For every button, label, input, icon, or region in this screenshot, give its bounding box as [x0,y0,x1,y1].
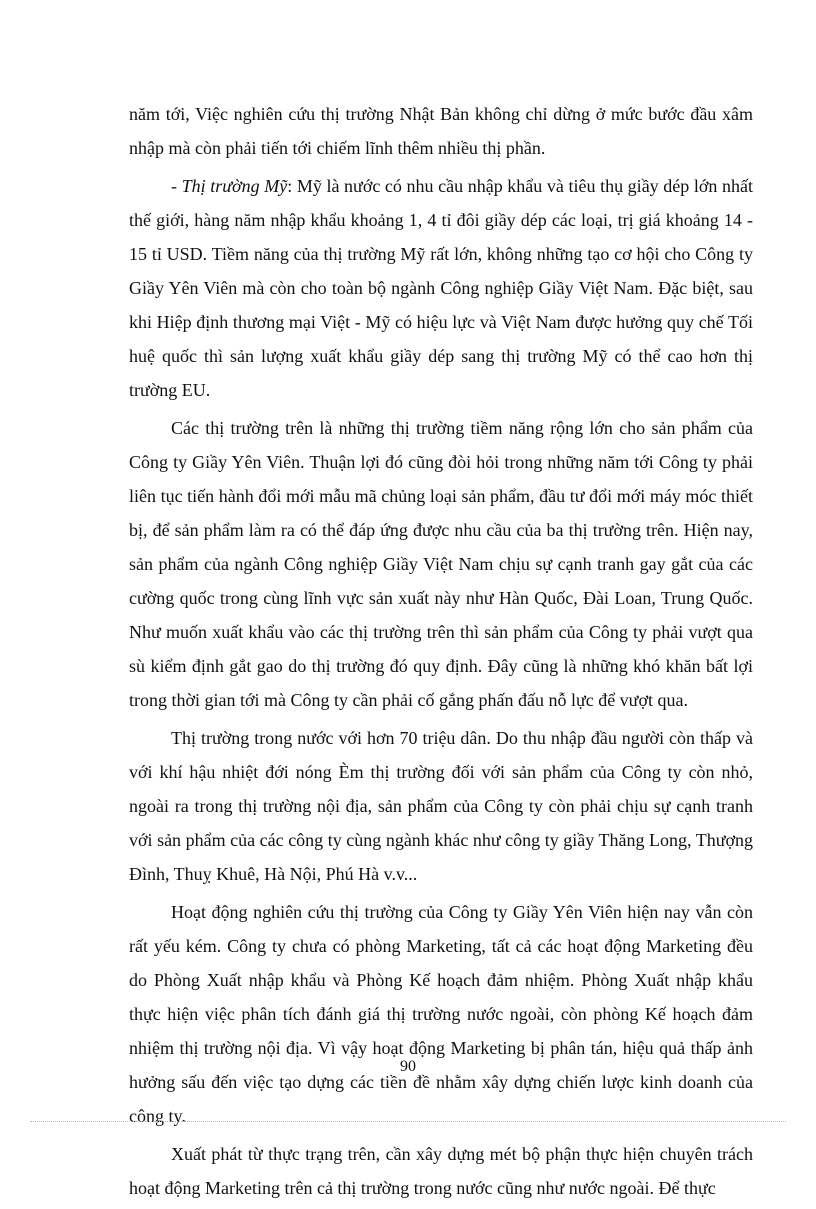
paragraph-1: năm tới, Việc nghiên cứu thị trường Nhật Bản không chỉ dừng ở mức bước đầu xâm nhập mà còn phải tiến tới chiếm lĩnh thêm nhiều thị phần. [129,104,753,158]
us-market-heading: Thị trường Mỹ [181,176,288,196]
page-number: 90 [400,1058,416,1075]
paragraph-6: Xuất phát từ thực trạng trên, cần xây dựng mét bộ phận thực hiện chuyên trách hoạt động Marketing trên cả thị trường trong nước cũng như nước ngoài. Để thực [129,1144,753,1198]
paragraph-us-market: - Thị trường Mỹ: Mỹ là nước có nhu cầu nhập khẩu và tiêu thụ giầy dép lớn nhất thế giới, hàng năm nhập khẩu khoảng 1, 4 tỉ đôi giầy dép các loại, trị giá khoảng 14 - 15 tỉ USD. Tiềm năng của thị trường Mỹ rất lớn, không những tạo cơ hội cho Công ty Giầy Yên Viên mà còn cho toàn bộ ngành Công nghiệp Giầy Việt Nam. Đặc biệt, sau khi Hiệp định thương mại Việt - Mỹ có hiệu lực và Việt Nam được hưởng quy chế Tối huệ quốc thì sản lượng xuất khẩu giầy dép sang thị trường Mỹ có thể cao hơn thị trường EU. [129,176,753,400]
paragraph-4: Thị trường trong nước với hơn 70 triệu dân. Do thu nhập đầu người còn thấp và với khí hậu nhiệt đới nóng Èm thị trường đối với sản phẩm của Công ty còn nhỏ, ngoài ra trong thị trường nội địa, sản phẩm của Công ty còn phải chịu sự cạnh tranh với sản phẩm của các công ty cùng ngành khác như công ty giầy Thăng Long, Thượng Đình, Thuỵ Khuê, Hà Nội, Phú Hà v.v... [129,728,753,884]
page-bottom-divider [30,1121,786,1122]
paragraph-5: Hoạt động nghiên cứu thị trường của Công ty Giầy Yên Viên hiện nay vẫn còn rất yếu kém. Công ty chưa có phòng Marketing, tất cả các hoạt động Marketing đều do Phòng Xuất nhập khẩu và Phòng Kế hoạch đảm nhiệm. Phòng Xuất nhập khẩu thực hiện việc phân tích đánh giá thị trường nước ngoài, còn phòng Kế hoạch đảm nhiệm thị trường nội địa. Vì vậy hoạt động Marketing bị phân tán, hiệu quả thấp ảnh hưởng sấu đến việc tạo dựng các tiền đề nhằm xây dựng chiến lược kinh doanh của công ty. [129,902,753,1126]
body-text [129,97,753,1209]
paragraph-3: Các thị trường trên là những thị trường tiềm năng rộng lớn cho sản phẩm của Công ty Giầy Yên Viên. Thuận lợi đó cũng đòi hỏi trong những năm tới Công ty phải liên tục tiến hành đổi mới mẫu mã chủng loại sản phẩm, đầu tư đổi mới máy móc thiết bị, để sản phẩm làm ra có thể đáp ứng được nhu cầu của ba thị trường trên. Hiện nay, sản phẩm của ngành Công nghiệp Giầy Việt Nam chịu sự cạnh tranh gay gắt của các cường quốc trong cùng lĩnh vực sản xuất này như Hàn Quốc, Đài Loan, Trung Quốc. Như muốn xuất khẩu vào các thị trường trên thì sản phẩm của Công ty phải vượt qua sù kiểm định gắt gao do thị trường đó quy định. Đây cũng là những khó khăn bất lợi trong thời gian tới mà Công ty cần phải cố gắng phấn đấu nỗ lực để vượt qua. [129,418,753,710]
